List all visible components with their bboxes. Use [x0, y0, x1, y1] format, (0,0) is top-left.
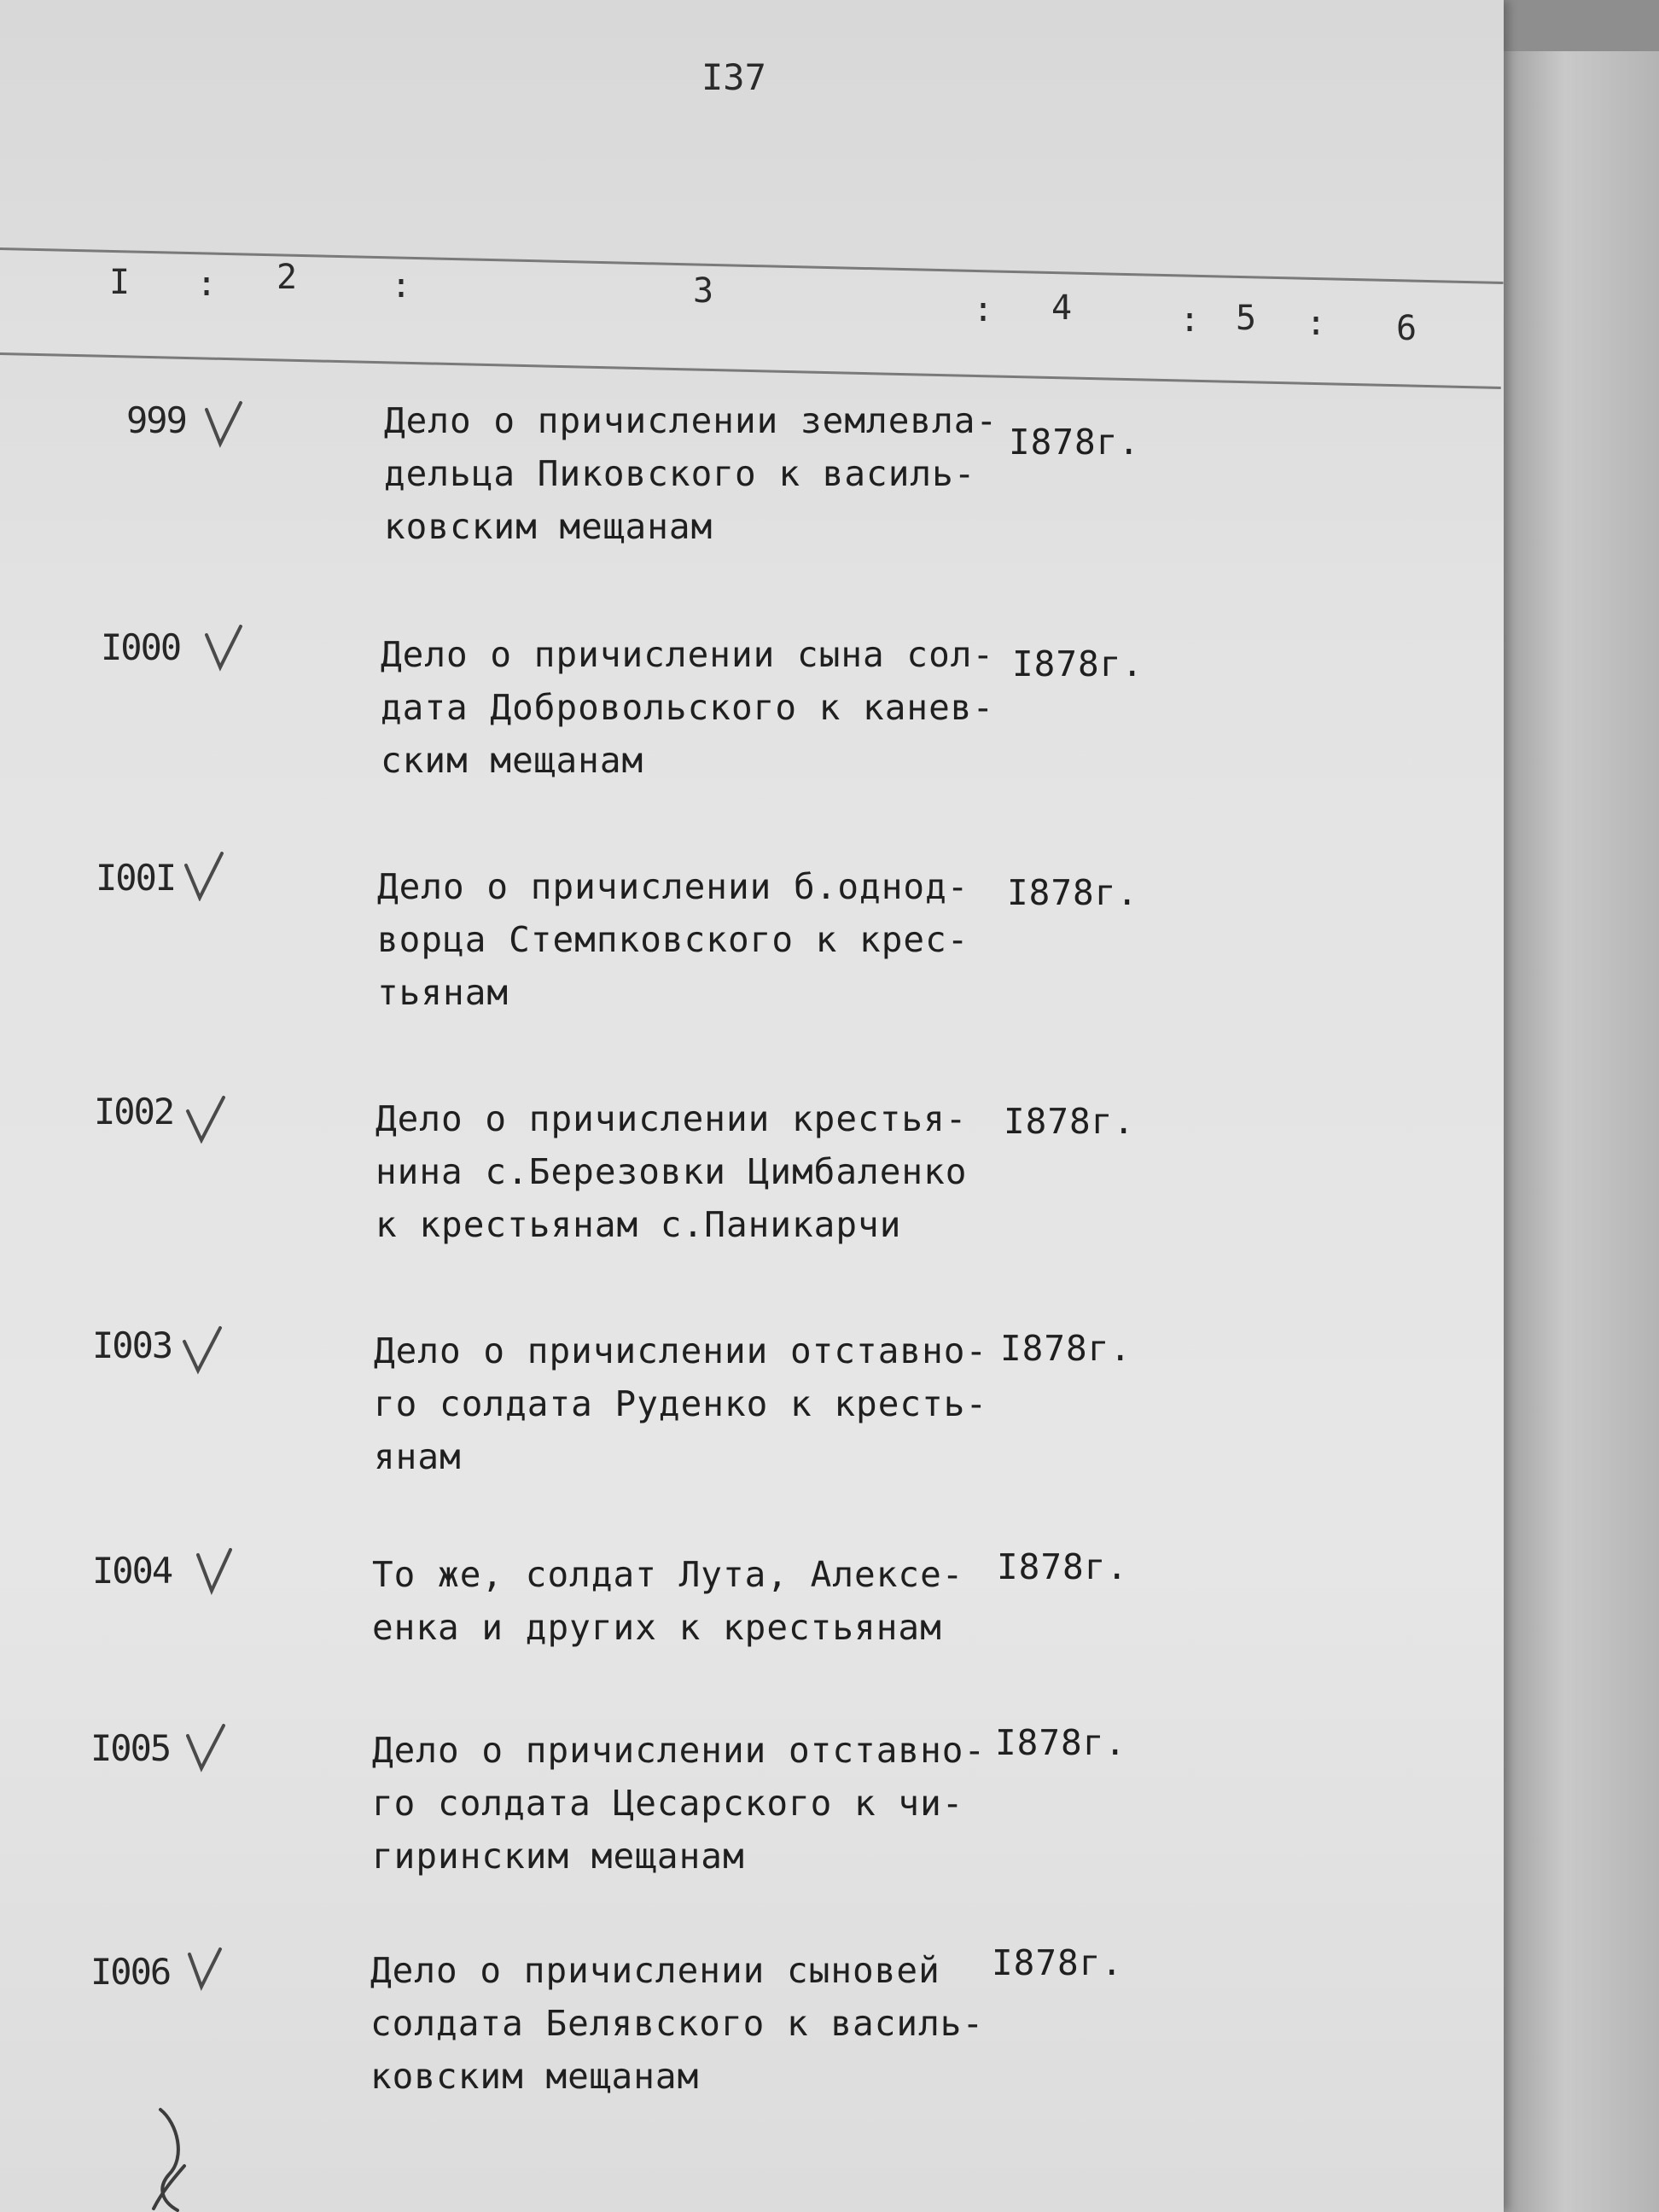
- entry-line: солдата Белявского к василь-: [370, 2003, 985, 2044]
- entry-number: I006: [90, 1951, 171, 1993]
- entry-number: I003: [92, 1324, 172, 1366]
- column-header-1: I: [109, 263, 131, 302]
- entry-year: I878г.: [995, 1722, 1127, 1763]
- entry-description: [377, 860, 1026, 1019]
- entry-year: I878г.: [1012, 643, 1144, 684]
- entry-line: го солдата Цесарского к чи-: [372, 1783, 964, 1824]
- entry-description: [370, 1944, 1019, 2103]
- checkmark-icon: [183, 1722, 227, 1773]
- entry-description: [372, 1548, 1021, 1654]
- entry-line: Дело о причислении отставно-: [374, 1330, 988, 1371]
- entry-number: 999: [126, 399, 186, 441]
- entry-description: [384, 394, 1033, 553]
- entry-line: Дело о причислении б.однод-: [377, 866, 969, 907]
- column-header-sep: :: [973, 290, 994, 329]
- entry-number: I002: [94, 1091, 174, 1132]
- entry-number: I00I: [96, 857, 176, 899]
- entry-line: к крестьянам с.Паникарчи: [375, 1204, 902, 1245]
- entry-line: дельца Пиковского к василь-: [384, 453, 976, 494]
- column-header-5: 5: [1236, 299, 1257, 338]
- entry-year: I878г.: [992, 1942, 1124, 1983]
- column-header-4: 4: [1051, 288, 1073, 328]
- checkmark-icon: [193, 1546, 237, 1598]
- checkmark-icon: [183, 1092, 227, 1144]
- entry-line: янам: [374, 1436, 462, 1477]
- entry-year: I878г.: [997, 1546, 1129, 1587]
- entry-line: ским мещанам: [381, 740, 644, 781]
- entry-line: Дело о причислении сына сол-: [381, 634, 995, 675]
- checkmark-icon: [201, 399, 246, 451]
- entry-line: ворца Стемпковского к крес-: [377, 919, 969, 960]
- entry-year: I878г.: [1004, 1101, 1136, 1142]
- column-header-2: 2: [276, 258, 298, 297]
- checkmark-icon: [181, 850, 225, 901]
- entry-number: I000: [101, 626, 181, 668]
- entry-line: го солдата Руденко к кресть-: [374, 1383, 988, 1424]
- column-header-sep: :: [391, 266, 412, 306]
- entry-line: нина с.Березовки Цимбаленко: [375, 1151, 968, 1192]
- entry-year: I878г.: [1000, 1328, 1132, 1369]
- entry-line: Дело о причислении крестья-: [375, 1098, 968, 1139]
- entry-line: ковским мещанам: [370, 2056, 700, 2097]
- column-header-sep: :: [1179, 300, 1201, 340]
- column-header-sep: :: [196, 265, 218, 304]
- column-header-band: [0, 247, 1504, 389]
- entry-line: То же, солдат Лута, Алексе-: [372, 1554, 964, 1595]
- entry-line: Дело о причислении отставно-: [372, 1730, 987, 1771]
- entry-line: ковским мещанам: [384, 506, 713, 547]
- entry-description: [372, 1724, 1021, 1883]
- checkmark-icon: [179, 1324, 224, 1376]
- page-number: I37: [701, 56, 766, 98]
- column-header-sep: :: [1306, 304, 1327, 343]
- handwritten-mark-icon: [143, 2106, 203, 2212]
- column-header-6: 6: [1396, 309, 1417, 348]
- checkmark-icon: [201, 623, 246, 674]
- entry-line: дата Добровольского к канев-: [381, 687, 995, 728]
- entry-description: [375, 1092, 1024, 1251]
- entry-description: [381, 628, 1029, 787]
- entry-line: гиринским мещанам: [372, 1836, 745, 1877]
- entry-number: I005: [90, 1727, 171, 1769]
- entry-line: Дело о причислении землевла-: [384, 400, 998, 441]
- entry-line: енка и других к крестьянам: [372, 1607, 942, 1648]
- binder-edge: [1502, 51, 1659, 2212]
- entry-description: [374, 1324, 1022, 1483]
- entry-line: Дело о причислении сыновей: [370, 1950, 940, 1991]
- entry-year: I878г.: [1009, 422, 1141, 463]
- entry-year: I878г.: [1007, 872, 1139, 913]
- entry-line: тьянам: [377, 972, 509, 1013]
- checkmark-icon: [184, 1946, 229, 1997]
- entry-number: I004: [92, 1550, 172, 1592]
- column-header-3: 3: [693, 271, 714, 311]
